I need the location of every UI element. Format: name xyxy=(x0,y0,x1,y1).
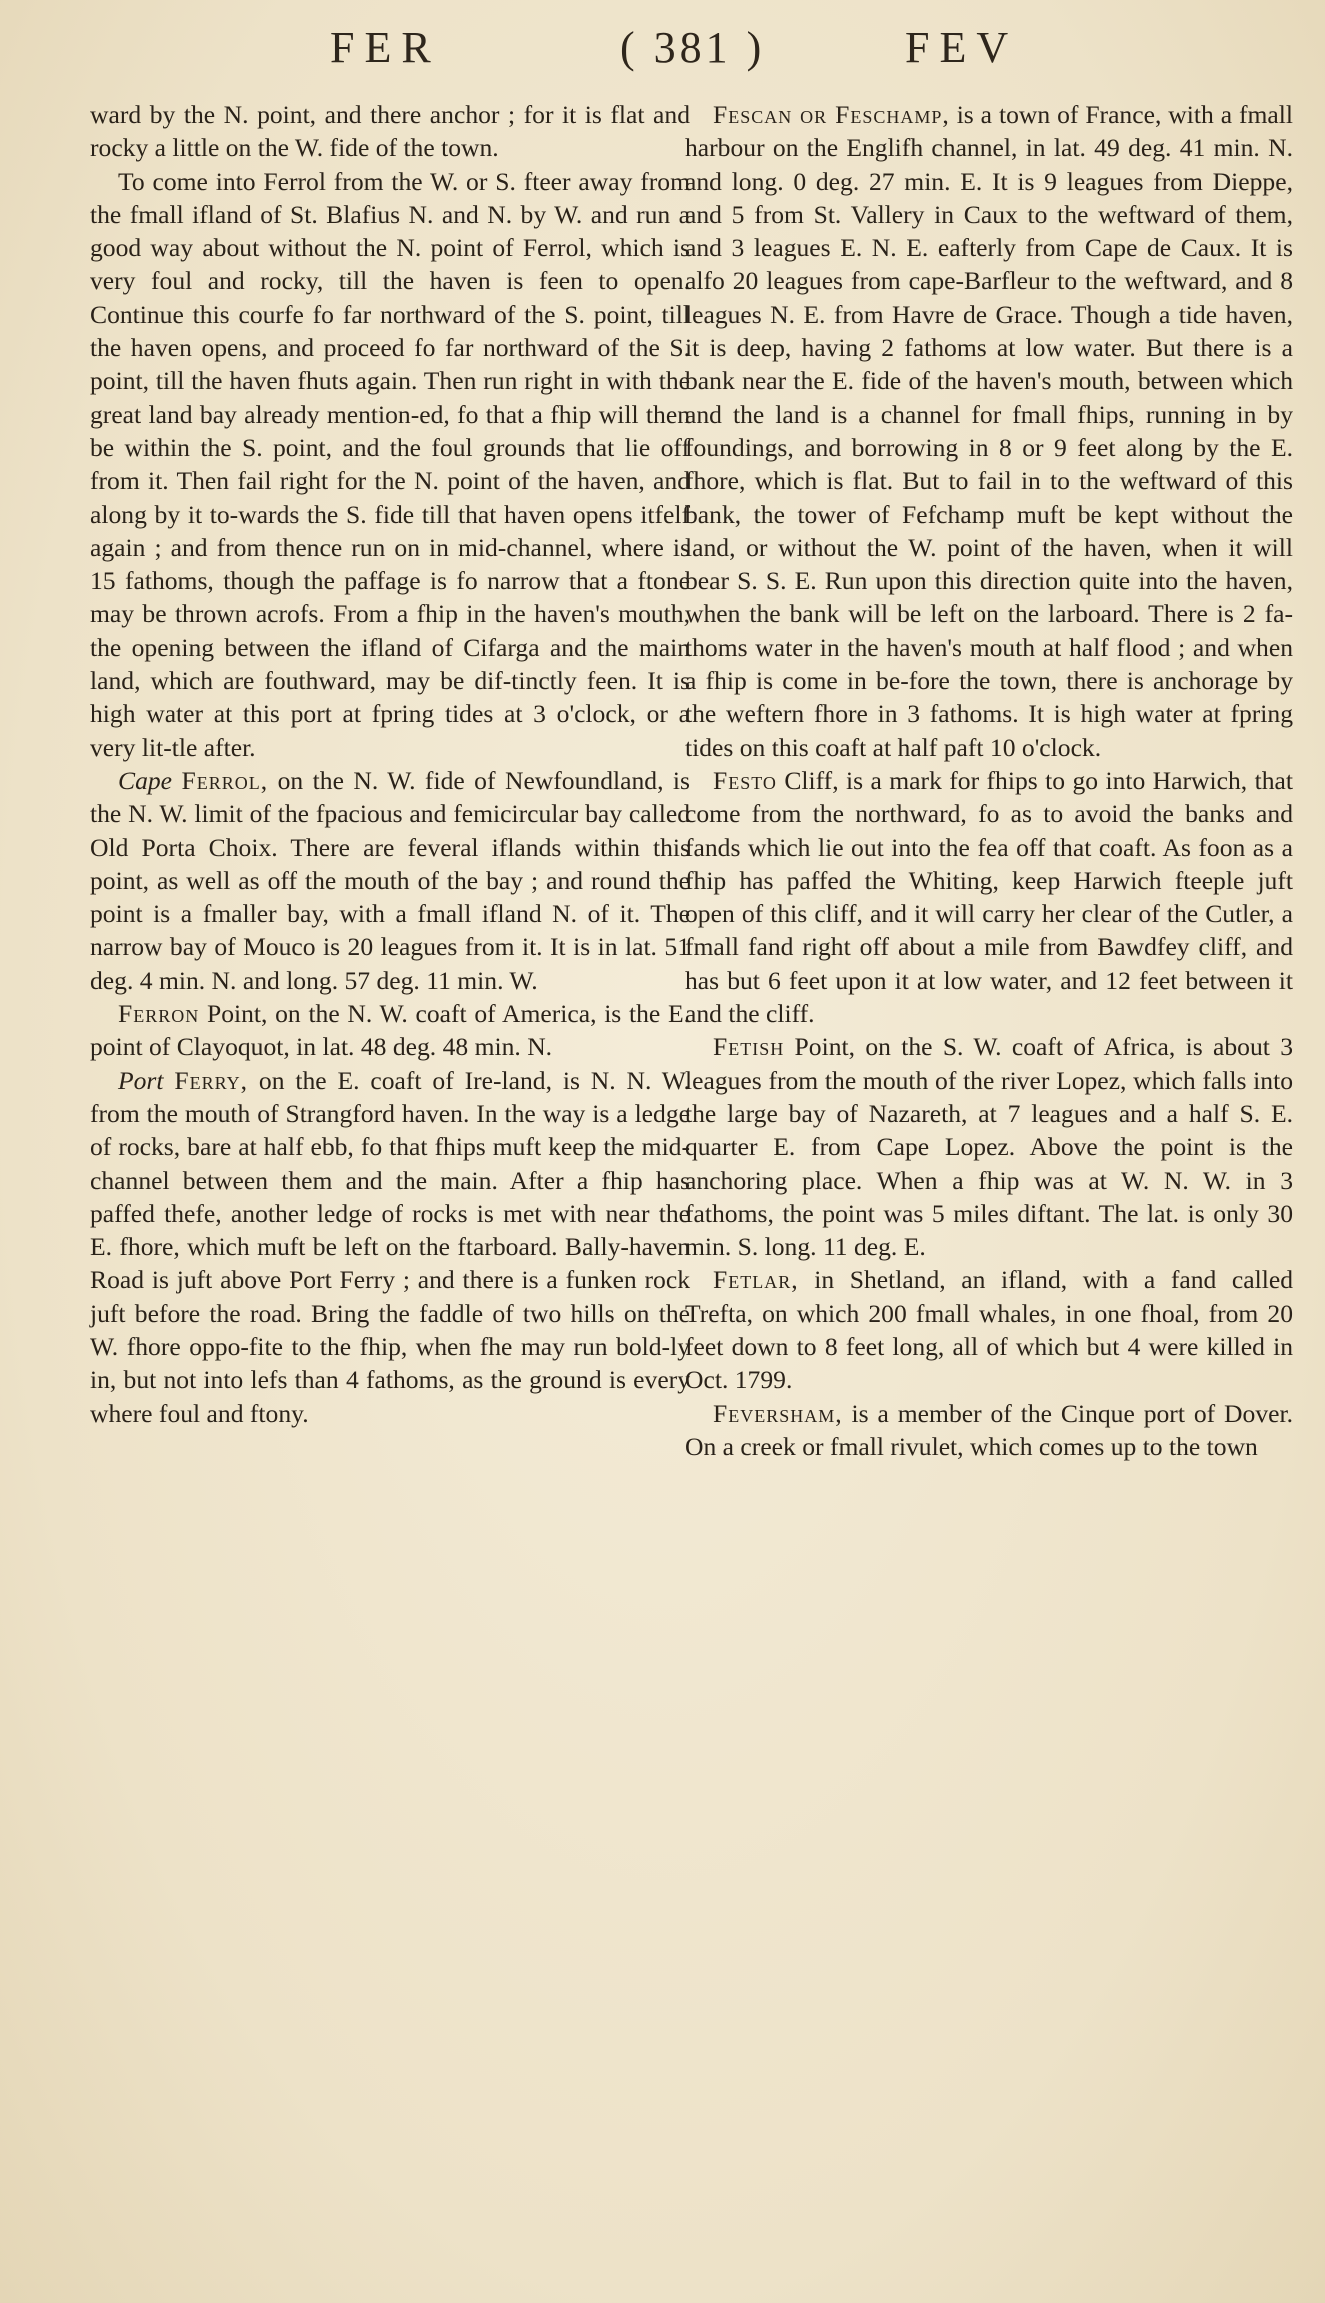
entry-fescan: Fescan or Feschamp, is a town of France, with a fmall harbour on the Englifh channel, in lat. 49 deg. 41 min. N. and long. 0 deg. 27 min. E. It is 9 leagues from Dieppe, and 5 from St. Vallery in Caux to the weftward of them, and 3 leagues E. N. E. eafterly from Cape de Caux. It is alfo 20 leagues from cape-Barfleur to the weftward, and 8 leagues N. E. from Havre de Grace. Though a tide haven, it is deep, having 2 fathoms at low water. But there is a bank near the E. fide of the haven's mouth, between which and the land is a channel for fmall fhips, running in by foundings, and borrowing in 8 or 9 feet along by the E. fhore, which is flat. But to fail in to the weftward of this bank, the tower of Fefchamp muft be kept without the land, or without the W. point of the haven, when it will bear S. S. E. Run upon this direction quite into the haven, when the bank will be left on the larboard. There is 2 fa-thoms water in the haven's mouth at half flood ; and when a fhip is come in be-fore the town, there is anchorage by the weftern fhore in 3 fathoms. It is high water at fpring tides on this coaft at half paft 10 o'clock. xyxy=(685,100,1293,762)
entry-cape-ferrol: Cape Ferrol, on the N. W. fide of Newfoundland, is the N. W. limit of the fpacious and femicircular bay called Old Porta Choix. There are feveral iflands within this point, as well as off the mouth of the bay ; and round the point is a fmaller bay, with a fmall ifland N. of it. The narrow bay of Mouco is 20 leagues from it. It is in lat. 51 deg. 4 min. N. and long. 57 deg. 11 min. W. xyxy=(90,765,690,995)
entry-feversham: Feversham, is a member of the Cinque port of Dover. On a creek or fmall rivulet, which comes up to the town xyxy=(685,1398,1293,1461)
right-column xyxy=(685,98,1293,1463)
page-number: ( 381 ) xyxy=(620,23,766,72)
running-header xyxy=(0,22,1325,82)
paragraph: To come into Ferrol from the W. or S. fteer away from the fmall ifland of St. Blafius N. and N. by W. and run a good way about without the N. point of Ferrol, which is very foul and rocky, till the haven is feen to open. Continue this courfe fo far northward of the S. point, till the haven opens, and proceed fo far northward of the S. point, till the haven fhuts again. Then run right in with the great land bay already mention-ed, fo that a fhip will then be within the S. point, and the foul grounds that lie off from it. Then fail right for the N. point of the haven, and along by it to-wards the S. fide till that haven opens itfelf again ; and from thence run on in mid-channel, where is 15 fathoms, though the paffage is fo narrow that a ftone may be thrown acrofs. From a fhip in the haven's mouth, the opening between the ifland of Cifarga and the main land, which are fouthward, may be dif-tinctly feen. It is high water at this port at fpring tides at 3 o'clock, or a very lit-tle after. xyxy=(90,166,690,762)
entry-fetlar: Fetlar, in Shetland, an ifland, with a fand called Trefta, on which 200 fmall whales, in one fhoal, from 20 feet down to 8 feet long, all of which but 4 were killed in Oct. 1799. xyxy=(685,1265,1293,1395)
header-left-guideword: FER xyxy=(330,23,441,72)
entry-fetish-point: Fetish Point, on the S. W. coaft of Africa, is about 3 leagues from the mouth of the river Lopez, which falls into the large bay of Nazareth, at 7 leagues and a half S. E. quarter E. from Cape Lopez. Above the point is the anchoring place. When a fhip was at W. N. W. in 3 fathoms, the point was 5 miles diftant. The lat. is only 30 min. S. long. 11 deg. E. xyxy=(685,1032,1293,1262)
entry-ferron-point: Ferron Point, on the N. W. coaft of America, is the E. point of Clayoquot, in lat. 48 deg. 48 min. N. xyxy=(90,999,690,1062)
header-right-guideword: FEV xyxy=(905,23,1019,72)
entry-port-ferry: Port Ferry, on the E. coaft of Ire-land, is N. N. W. from the mouth of Strangford haven. In the way is a ledge of rocks, bare at half ebb, fo that fhips muft keep the mid-channel between them and the main. After a fhip has paffed thefe, another ledge of rocks is met with near the E. fhore, which muft be left on the ftarboard. Bally-haven Road is juft above Port Ferry ; and there is a funken rock juft before the road. Bring the faddle of two hills on the W. fhore oppo-fite to the fhip, when fhe may run bold-ly in, but not into lefs than 4 fathoms, as the ground is every where foul and ftony. xyxy=(90,1065,690,1428)
paragraph-continuation: ward by the N. point, and there anchor ; for it is flat and rocky a little on the W. fide of the town. xyxy=(90,100,690,163)
entry-festo-cliff: Festo Cliff, is a mark for fhips to go into Harwich, that come from the northward, fo as to avoid the banks and fands which lie out into the fea off that coaft. As foon as a fhip has paffed the Whiting, keep Harwich fteeple juft open of this cliff, and it will carry her clear of the Cutler, a fmall fand right off about a mile from Bawdfey cliff, and has but 6 feet upon it at low water, and 12 feet between it and the cliff. xyxy=(685,765,1293,1029)
left-column xyxy=(90,98,690,1430)
